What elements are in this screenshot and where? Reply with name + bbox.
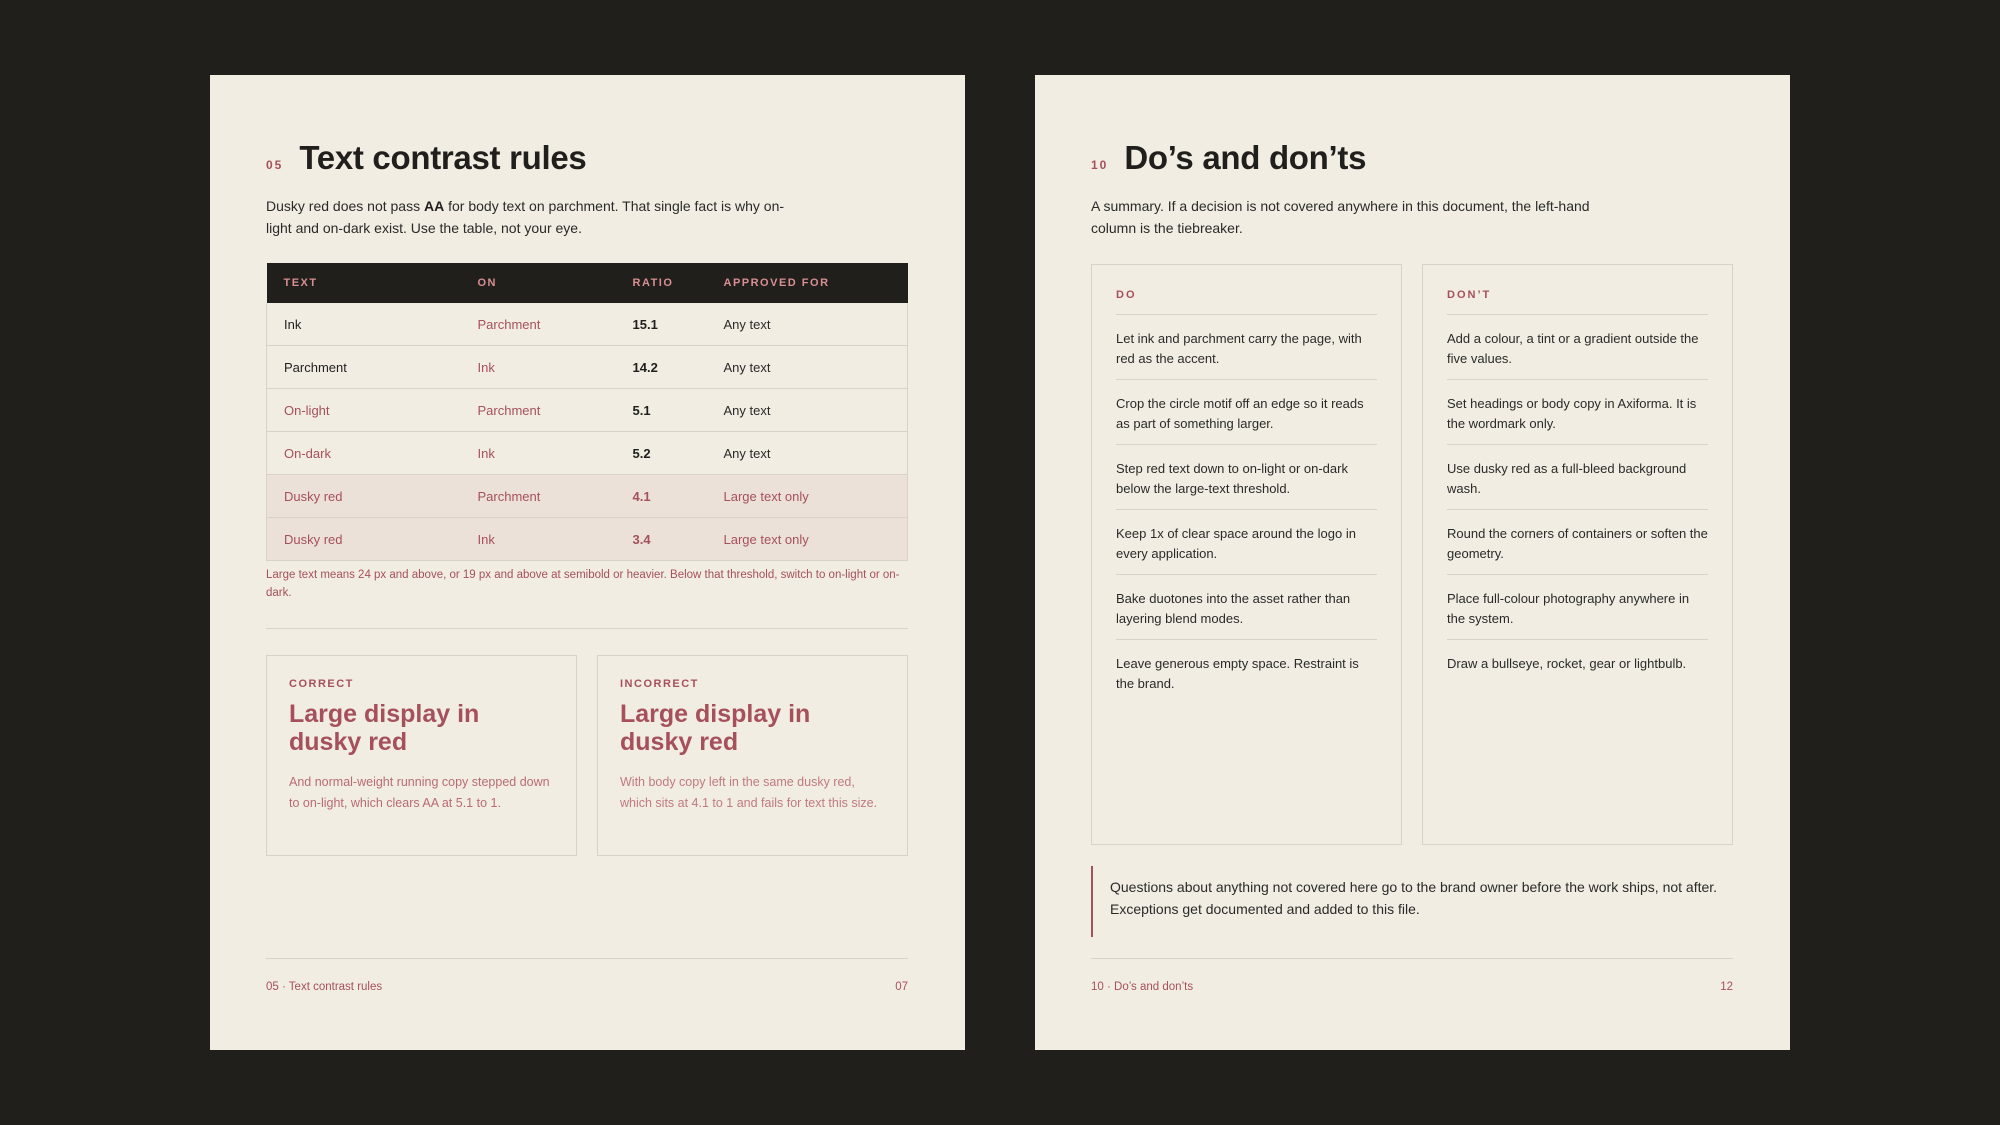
section-heading bbox=[266, 139, 586, 177]
contrast-table bbox=[266, 263, 908, 561]
page-text-contrast-rules bbox=[210, 75, 965, 1050]
dont-column bbox=[1422, 264, 1733, 845]
list-item: Add a colour, a tint or a gradient outside the five values. bbox=[1447, 315, 1708, 380]
cell-approved: Any text bbox=[707, 346, 908, 389]
cell-text: On-light bbox=[267, 389, 461, 432]
dont-label: DON’T bbox=[1447, 289, 1708, 315]
correct-example-card bbox=[266, 655, 577, 856]
divider bbox=[266, 628, 908, 629]
cell-ratio: 5.2 bbox=[616, 432, 707, 475]
list-item: Use dusky red as a full-bleed background wash. bbox=[1447, 445, 1708, 510]
intro-paragraph: A summary. If a decision is not covered anywhere in this document, the left-hand column is the tiebreaker. bbox=[1091, 198, 1590, 236]
col-header-on: ON bbox=[461, 263, 616, 303]
callout-quote: Questions about anything not covered here go to the brand owner before the work ships, not after. Exceptions get documented and added to this file. bbox=[1091, 866, 1733, 937]
page-title: Text contrast rules bbox=[299, 139, 587, 176]
page-title: Do’s and don’ts bbox=[1124, 139, 1367, 176]
section-number: 05 bbox=[266, 158, 284, 172]
cell-ratio: 14.2 bbox=[616, 346, 707, 389]
do-list bbox=[1116, 315, 1377, 704]
list-item: Round the corners of containers or soften the geometry. bbox=[1447, 510, 1708, 575]
cell-approved: Large text only bbox=[707, 475, 908, 518]
table-row bbox=[267, 346, 908, 389]
table-row bbox=[267, 518, 908, 561]
col-header-approved: APPROVED FOR bbox=[707, 263, 908, 303]
example-body: And normal-weight running copy stepped down to on-light, which clears AA at 5.1 to 1. bbox=[289, 775, 550, 810]
footer-section-label: 10 · Do’s and don’ts bbox=[1091, 981, 1194, 993]
cell-text: Dusky red bbox=[267, 475, 461, 518]
list-item: Keep 1x of clear space around the logo in every application. bbox=[1116, 510, 1377, 575]
table-header-row bbox=[267, 263, 908, 303]
example-title: Large display in dusky red bbox=[620, 700, 811, 756]
section-heading bbox=[1091, 139, 1366, 177]
cell-on: Ink bbox=[461, 346, 616, 389]
cell-on: Ink bbox=[461, 432, 616, 475]
footer-section-label: 05 · Text contrast rules bbox=[266, 981, 383, 993]
table-row bbox=[267, 432, 908, 475]
cell-text: Ink bbox=[267, 303, 461, 346]
large-text-note: Large text means 24 px and above, or 19 px and above at semibold or heavier. Below that threshold, switch to on-light or on-dark. bbox=[266, 569, 900, 599]
incorrect-example-card bbox=[597, 655, 908, 856]
example-label: INCORRECT bbox=[620, 678, 699, 690]
cell-on: Parchment bbox=[461, 475, 616, 518]
section-number: 10 bbox=[1091, 158, 1109, 172]
footer-divider bbox=[1091, 958, 1733, 959]
table-row bbox=[267, 475, 908, 518]
cell-approved: Large text only bbox=[707, 518, 908, 561]
page-number: 12 bbox=[1720, 981, 1733, 993]
intro-text-cont: for body text on parchment. That single fact is why on-light and on-dark exist. Use the table, not your eye. bbox=[266, 198, 785, 236]
cell-approved: Any text bbox=[707, 303, 908, 346]
list-item: Step red text down to on-light or on-dark below the large-text threshold. bbox=[1116, 445, 1377, 510]
list-item: Crop the circle motif off an edge so it reads as part of something larger. bbox=[1116, 380, 1377, 445]
example-body: With body copy left in the same dusky red, which sits at 4.1 to 1 and fails for text this size. bbox=[620, 775, 878, 810]
cell-approved: Any text bbox=[707, 389, 908, 432]
cell-text: On-dark bbox=[267, 432, 461, 475]
do-column bbox=[1091, 264, 1402, 845]
cell-ratio: 15.1 bbox=[616, 303, 707, 346]
cell-ratio: 3.4 bbox=[616, 518, 707, 561]
example-title: Large display in dusky red bbox=[289, 700, 480, 756]
cell-ratio: 4.1 bbox=[616, 475, 707, 518]
dont-list bbox=[1447, 315, 1708, 684]
cell-text: Parchment bbox=[267, 346, 461, 389]
list-item: Draw a bullseye, rocket, gear or lightbulb. bbox=[1447, 656, 1687, 671]
list-item: Place full-colour photography anywhere in the system. bbox=[1447, 575, 1708, 640]
cell-text: Dusky red bbox=[267, 518, 461, 561]
list-item: Let ink and parchment carry the page, with red as the accent. bbox=[1116, 315, 1377, 380]
example-label: CORRECT bbox=[289, 678, 354, 690]
cell-on: Parchment bbox=[461, 389, 616, 432]
page-footer bbox=[266, 981, 908, 993]
cell-approved: Any text bbox=[707, 432, 908, 475]
cell-ratio: 5.1 bbox=[616, 389, 707, 432]
table-row bbox=[267, 389, 908, 432]
col-header-text: TEXT bbox=[267, 263, 461, 303]
list-item: Set headings or body copy in Axiforma. It is the wordmark only. bbox=[1447, 380, 1708, 445]
list-item: Leave generous empty space. Restraint is the brand. bbox=[1116, 656, 1359, 691]
footer-divider bbox=[266, 958, 908, 959]
page-footer bbox=[1091, 981, 1733, 993]
cell-on: Parchment bbox=[461, 303, 616, 346]
do-label: DO bbox=[1116, 289, 1377, 315]
cell-on: Ink bbox=[461, 518, 616, 561]
list-item: Bake duotones into the asset rather than layering blend modes. bbox=[1116, 575, 1377, 640]
intro-text: Dusky red does not pass bbox=[266, 198, 424, 214]
intro-bold: AA bbox=[423, 198, 445, 214]
intro-paragraph bbox=[266, 195, 806, 239]
page-dos-and-donts bbox=[1035, 75, 1790, 1050]
table-row bbox=[267, 303, 908, 346]
page-number: 07 bbox=[895, 981, 908, 993]
col-header-ratio: RATIO bbox=[616, 263, 707, 303]
